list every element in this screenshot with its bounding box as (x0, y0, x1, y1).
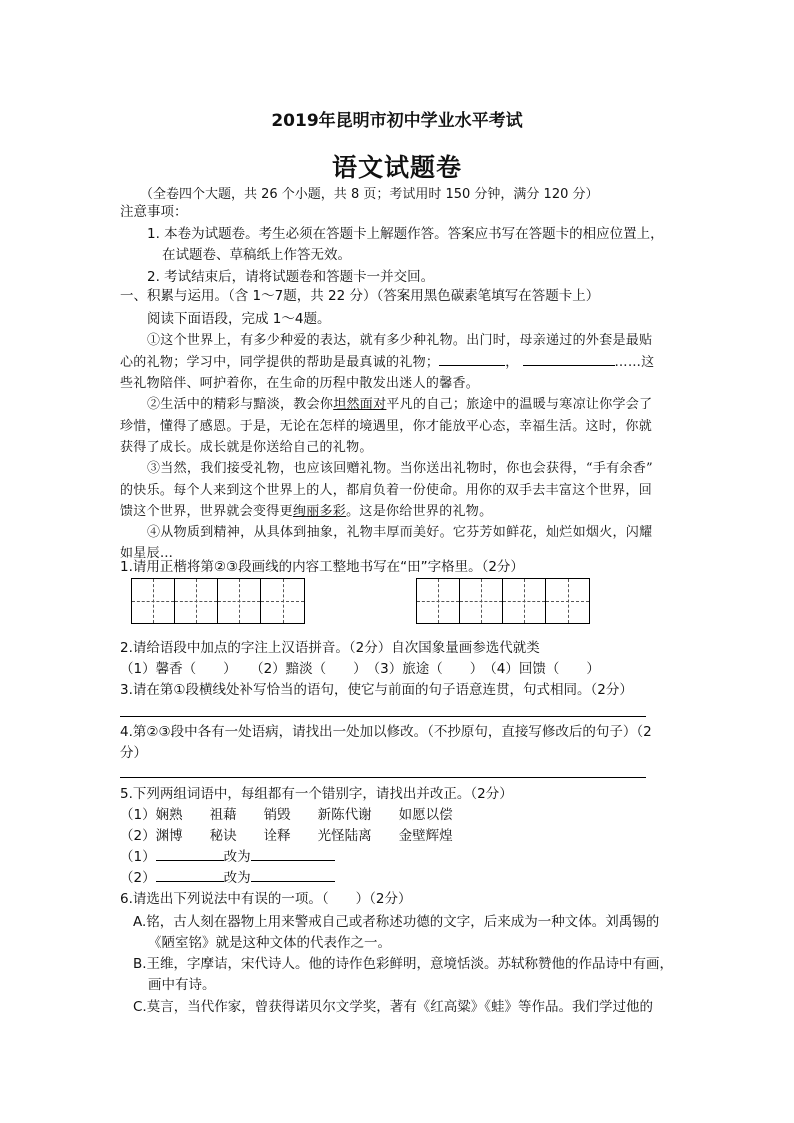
passage-p4-line1: ④从物质到精神，从具体到抽象，礼物丰厚而美好。它芬芳如鲜花，灿烂如烟火，闪耀 (147, 525, 653, 540)
fill-blank-2[interactable] (523, 352, 615, 366)
paper-subtitle: 语文试题卷 (331, 153, 462, 182)
fill-blank-wrong-1[interactable] (156, 847, 224, 861)
p3-text-b: 。这是你给世界的礼物。 (346, 504, 493, 519)
grid-cell[interactable] (175, 579, 218, 623)
passage-p3-line2: 的快乐。每个人来到这个世界上的人，都肩负着一份使命。用你的双手去丰富这个世界，回 (120, 483, 653, 498)
passage-p1-line3: 些礼物陪伴、呵护着你，在生命的历程中散发出迷人的馨香。 (120, 376, 480, 391)
tianzige-grid-right[interactable] (416, 578, 590, 624)
option-a-line2: 《陋室铭》就是这种文体的代表作之一。 (148, 935, 391, 951)
underlined-phrase-2: 绚丽多彩 (292, 504, 347, 519)
question-4-line2: 分） (120, 745, 147, 761)
question-5-row-1: （1）娴熟 祖藉 销毁 新陈代谢 如愿以偿 (120, 807, 453, 823)
p3-text-a: 馈这个世界，世界就会变得更 (120, 504, 293, 519)
notes-heading: 注意事项： (120, 204, 188, 220)
passage-p1-line2 (120, 351, 654, 370)
fill-blank-1[interactable] (439, 352, 505, 366)
question-1: 1.请用正楷将第②③段画线的内容工整地书写在“田”字格里。（2分） (120, 559, 524, 575)
tianzige-grid-left[interactable] (131, 578, 305, 624)
exam-title: 2019年昆明市初中学业水平考试 (271, 111, 523, 131)
comma: ， (505, 355, 519, 370)
question-5-fill-2 (120, 868, 335, 888)
grid-cell[interactable] (546, 579, 589, 623)
fill-blank-wrong-2[interactable] (156, 868, 224, 882)
passage-p2-line1 (147, 393, 652, 412)
question-2-options: （1）馨香（ ） （2）黯淡（ ） （3）旅途（ ） （4）回馈（ ） (120, 661, 600, 677)
passage-p3-line1: ③当然，我们接受礼物，也应该回赠礼物。当你送出礼物时，你也会获得，“手有余香” (147, 461, 653, 476)
question-6: 6.请选出下列说法中有误的一项。（ ）（2分） (120, 891, 412, 907)
note-item-1: 1. 本卷为试题卷。考生必须在答题卡上解题作答。答案应书写在答题卡的相应位置上， (147, 226, 664, 242)
grid-cell[interactable] (261, 579, 304, 623)
question-5-fill-1 (120, 847, 335, 867)
fill-label: （1） (120, 849, 156, 865)
reading-intro: 阅读下面语段，完成 1～4题。 (147, 311, 331, 327)
grid-cell[interactable] (460, 579, 503, 623)
underlined-phrase-1: 坦然面对 (333, 397, 387, 412)
answer-line-q4[interactable] (120, 777, 646, 778)
question-5: 5.下列两组词语中，每组都有一个错别字，请找出并改正。（2分） (120, 786, 513, 802)
passage-p1-text: 心的礼物；学习中，同学提供的帮助是最真诚的礼物； (120, 355, 440, 370)
option-b-line1: B.王维，字摩诘，宋代诗人。他的诗作色彩鲜明，意境恬淡。苏轼称赞他的作品诗中有画， (133, 956, 674, 972)
question-3: 3.请在第①段横线处补写恰当的语句，使它与前面的句子语意连贯，句式相同。（2分） (120, 682, 633, 698)
passage-p1-tail: ……这 (614, 355, 655, 370)
grid-cell[interactable] (417, 579, 460, 623)
section-1-heading: 一、积累与运用。（含 1～7题，共 22 分）（答案用黑色碳素笔填写在答题卡上） (120, 288, 600, 304)
passage-p2-line2: 珍惜，懂得了感恩。于是，无论在怎样的境遇里，你才能放平心态，幸福生活。这时，你就 (120, 419, 653, 434)
passage-p2-line3: 获得了成长。成长就是你送给自己的礼物。 (120, 440, 373, 455)
option-b-line2: 画中有诗。 (148, 977, 216, 993)
change-to-label: 改为 (223, 870, 251, 886)
answer-line-q3[interactable] (120, 716, 646, 717)
grid-cell[interactable] (503, 579, 546, 623)
passage-p4-line2: 如星辰… (120, 546, 174, 561)
note-item-1-cont: 在试题卷、草稿纸上作答无效。 (162, 247, 351, 263)
grid-cell[interactable] (218, 579, 261, 623)
fill-blank-right-1[interactable] (251, 847, 335, 861)
option-a-line1: A.铭，古人刻在器物上用来警戒自己或者称述功德的文字，后来成为一种文体。刘禹锡的 (133, 914, 660, 930)
fill-label: （2） (120, 870, 156, 886)
question-4-line1: 4.第②③段中各有一处语病，请找出一处加以修改。（不抄原句，直接写修改后的句子）（2 (120, 724, 652, 740)
p2-text-a: ②生活中的精彩与黯淡，教会你 (147, 397, 334, 412)
p2-text-b: 平凡的自己；旅途中的温暖与寒凉让你学会了 (386, 397, 653, 412)
note-item-2: 2. 考试结束后，请将试题卷和答题卡一并交回。 (147, 269, 435, 285)
grid-cell[interactable] (132, 579, 175, 623)
question-2: 2.请给语段中加点的字注上汉语拼音。（2分）自次国象量画参选代就类 (120, 640, 540, 656)
passage-p3-line3 (120, 500, 492, 519)
change-to-label: 改为 (223, 849, 251, 865)
passage-p1-line1: ①这个世界上，有多少种爱的表达，就有多少种礼物。出门时，母亲递过的外套是最贴 (147, 333, 653, 348)
fill-blank-right-2[interactable] (251, 868, 335, 882)
question-5-row-2: （2）渊博 秘诀 诠释 光怪陆离 金壁辉煌 (120, 828, 453, 844)
option-c-line1: C.莫言，当代作家，曾获得诺贝尔文学奖，著有《红高粱》《蛙》等作品。我们学过他的 (133, 999, 653, 1015)
exam-info: （全卷四个大题，共 26 个小题，共 8 页；考试用时 150 分钟，满分 120 分） (140, 187, 599, 202)
